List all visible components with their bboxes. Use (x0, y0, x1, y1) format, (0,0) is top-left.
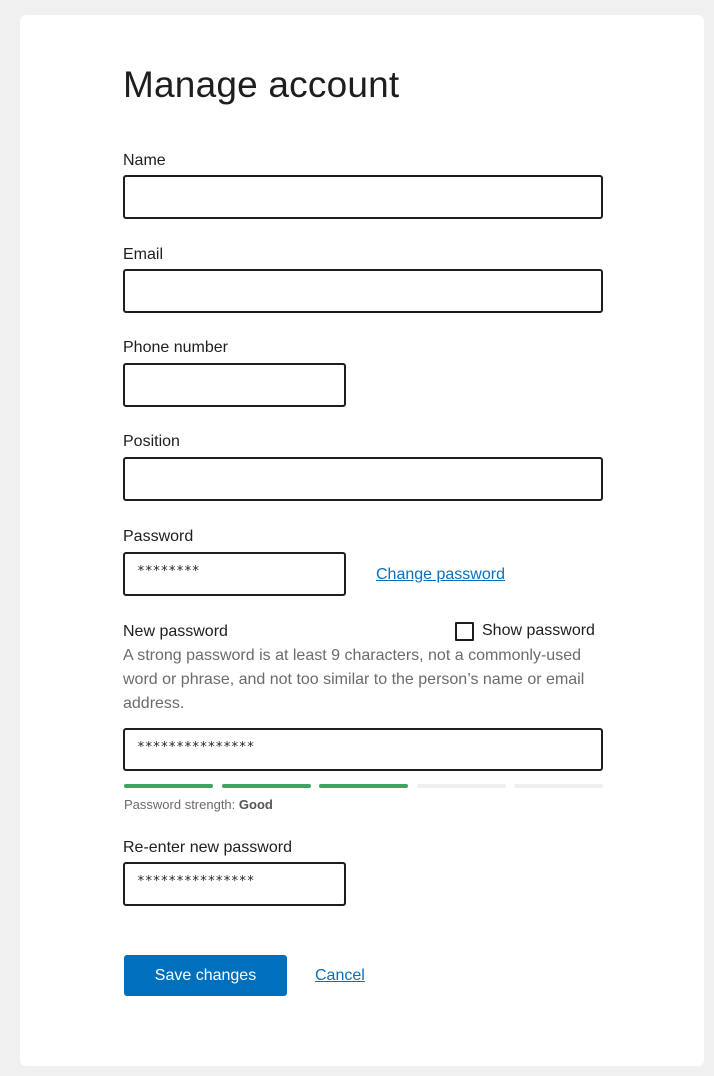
name-input[interactable] (123, 175, 603, 219)
phone-input[interactable] (123, 363, 346, 407)
page-title: Manage account (123, 64, 400, 105)
strength-segment (514, 784, 603, 788)
new-password-input[interactable]: *************** (123, 728, 603, 771)
password-input[interactable]: ******** (123, 552, 346, 596)
cancel-link[interactable]: Cancel (315, 967, 365, 984)
strength-label: Password strength: (124, 797, 236, 812)
strength-segment (319, 784, 408, 788)
strength-segment (222, 784, 311, 788)
reenter-password-input[interactable]: *************** (123, 862, 346, 906)
password-label: Password (123, 528, 194, 545)
strength-value: Good (238, 797, 273, 812)
show-password-label[interactable]: Show password (482, 622, 595, 639)
change-password-link[interactable]: Change password (376, 566, 505, 583)
password-help-text: A strong password is at least 9 characters, not a commonly-used word or phrase, and not too similar to the person’s name or email address. (123, 647, 585, 712)
phone-label: Phone number (123, 339, 228, 356)
name-label: Name (123, 152, 166, 169)
email-input[interactable] (123, 269, 603, 313)
new-password-label: New password (123, 623, 228, 640)
save-changes-button[interactable]: Save changes (124, 955, 287, 996)
email-label: Email (123, 246, 164, 263)
password-strength-text (124, 797, 273, 813)
reenter-password-label: Re-enter new password (123, 839, 292, 856)
strength-segment (124, 784, 213, 788)
strength-segment (417, 784, 506, 788)
position-label: Position (123, 433, 180, 450)
show-password-checkbox[interactable] (455, 622, 474, 641)
position-input[interactable] (123, 457, 603, 501)
